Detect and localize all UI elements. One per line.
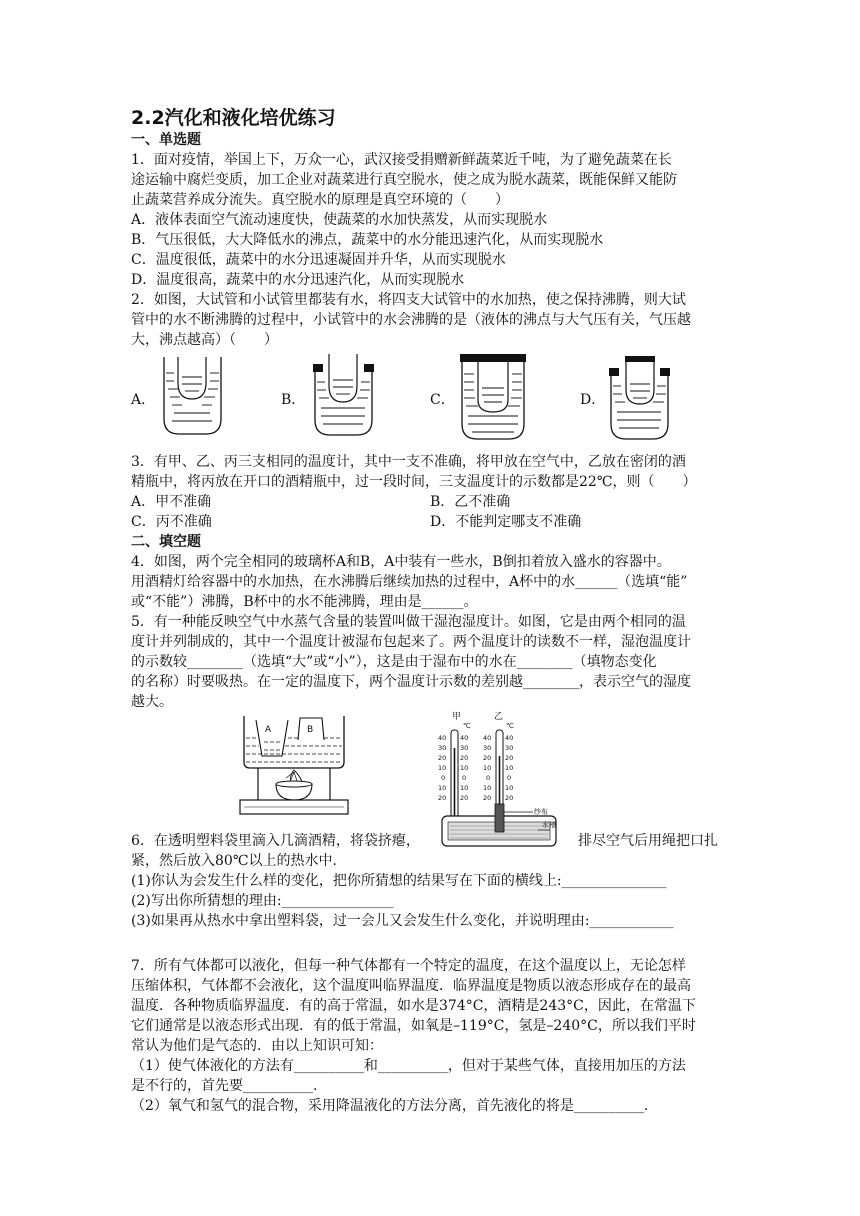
thermometer-yi-label: 乙 (494, 712, 504, 722)
q5-hygrometer-figure (438, 708, 574, 851)
q2-stem-line: 2．如图，大试管和小试管里都装有水，将四支大试管中的水加热，使之保持沸腾，则大试 (131, 292, 686, 308)
yi-tick-label-right: 10 (505, 764, 514, 772)
q2-figure-b (311, 352, 376, 438)
q6-part-2: (2)写出你所猜想的理由:________________ (131, 893, 394, 909)
yi-tick-label: 20 (483, 754, 492, 762)
yi-tick-label-right: 30 (505, 744, 514, 752)
yi-tick-label: 0 (486, 774, 491, 782)
q1-option-a: A．液体表面空气流动速度快，使蔬菜的水加快蒸发，从而实现脱水 (131, 212, 548, 228)
section-heading-fill-blank: 二、填空题 (131, 534, 201, 550)
yi-tick-label: 30 (483, 744, 492, 752)
yi-tick-label: 20 (483, 794, 492, 802)
q3-stem-line: 精瓶中，将丙放在开口的酒精瓶中，过一段时间，三支温度计的示数都是22℃，则（ ） (131, 474, 697, 490)
q3-stem-line: 3．有甲、乙、丙三支相同的温度计，其中一支不准确，将甲放在空气中，乙放在密闭的酒 (131, 454, 686, 470)
q6-part-3: (3)如果再从热水中拿出塑料袋，过一会儿又会发生什么变化，并说明理由:____________ (131, 913, 674, 929)
q4-boiling-apparatus-figure (238, 712, 350, 822)
q5-stem-line: 越大。 (131, 694, 173, 710)
q1-option-b: B．气压很低，大大降低水的沸点，蔬菜中的水分能迅速汽化，从而实现脱水 (131, 232, 604, 248)
jia-tick-label-right: 0 (462, 774, 467, 782)
jia-tick-label-right: 40 (460, 734, 469, 742)
q5-stem-line: 度计并列制成的，其中一个温度计被湿布包起来了。两个温度计的读数不一样，湿泡温度计 (131, 634, 691, 650)
q1-stem-line: 1．面对疫情，举国上下，万众一心，武汉接受捐赠新鲜蔬菜近千吨，为了避免蔬菜在长 (131, 152, 672, 168)
q3-option-b: B．乙不准确 (430, 494, 511, 510)
jia-tick-label-right: 10 (460, 764, 469, 772)
page-title: 2.2汽化和液化培优练习 (131, 107, 336, 129)
q2-label-d: D． (580, 392, 606, 408)
jia-tick-label: 10 (438, 784, 447, 792)
yi-tick-label-right: 0 (507, 774, 512, 782)
q2-figure-c (458, 352, 528, 442)
section-heading-single-choice: 一、单选题 (131, 132, 201, 148)
yi-tick-label: 40 (483, 734, 492, 742)
q2-stem-line: 管中的水不断沸腾的过程中，小试管中的水会沸腾的是（液体的沸点与大气压有关，气压越 (131, 312, 691, 328)
q3-option-c: C．丙不准确 (131, 514, 212, 530)
q4-stem-line: 或“不能”）沸腾，B杯中的水不能沸腾，理由是______。 (131, 594, 478, 610)
yi-tick-label: 10 (483, 784, 492, 792)
cup-a-label: A (265, 725, 272, 735)
q2-label-b: B． (281, 392, 306, 408)
q7-part-1: （1）使气体液化的方法有__________和__________，但对于某些气体，直接用加压的方法 (131, 1058, 686, 1074)
q6-stem-line: 紧，然后放入80℃以上的热水中. (131, 853, 337, 869)
q5-stem-line: 的名称）时要吸热。在一定的温度下，两个温度计示数的差别越________，表示空气的湿度 (131, 674, 691, 690)
q7-stem-line: 它们通常是以液态形式出现．有的低于常温，如氧是–119°C，氢是–240°C，所以我们平时 (131, 1018, 696, 1034)
q2-label-a: A． (131, 392, 156, 408)
q2-label-c: C． (430, 392, 455, 408)
q5-stem-line: 的示数较________（选填“大”或“小”），这是由于湿布中的水在________（填物态变化 (131, 654, 657, 670)
thermometer-yi-unit: ℃ (506, 722, 514, 730)
q1-option-d: D．温度很高，蔬菜中的水分迅速汽化，从而实现脱水 (131, 272, 465, 288)
q2-stem-line: 大，沸点越高）（ ） (131, 332, 278, 348)
gauze-label: 纱布 (534, 808, 548, 816)
q3-option-d: D．不能判定哪支不准确 (430, 514, 582, 530)
water-tank-label: 水槽 (542, 821, 556, 829)
q6-part-1: (1)你认为会发生什么样的变化，把你所猜想的结果写在下面的横线上:_______________ (131, 873, 667, 889)
q1-stem-line: 途运输中腐烂变质，加工企业对蔬菜进行真空脱水，使之成为脱水蔬菜，既能保鲜又能防 (131, 172, 677, 188)
jia-tick-label: 0 (441, 774, 446, 782)
q5-stem-line: 5．有一种能反映空气中水蒸气含量的装置叫做干湿泡湿度计。如图，它是由两个相同的温 (131, 614, 686, 630)
q2-figure-d (607, 354, 672, 442)
jia-tick-label: 20 (438, 754, 447, 762)
q4-stem-line: 4．如图，两个完全相同的玻璃杯A和B，A中装有一些水，B倒扣着放入盛水的容器中。 (131, 554, 671, 570)
jia-tick-label-right: 20 (460, 794, 469, 802)
jia-tick-label-right: 30 (460, 744, 469, 752)
thermometer-jia-unit: ℃ (463, 722, 471, 730)
jia-tick-label: 40 (438, 734, 447, 742)
yi-tick-label-right: 20 (505, 754, 514, 762)
q6-stem-line-continued: 排尽空气后用绳把口扎 (578, 833, 718, 849)
yi-tick-label-right: 10 (505, 784, 514, 792)
q6-stem-line: 6．在透明塑料袋里滴入几滴酒精，将袋挤瘪， (131, 833, 420, 849)
yi-tick-label-right: 20 (505, 794, 514, 802)
q4-stem-line: 用酒精灯给容器中的水加热，在水沸腾后继续加热的过程中，A杯中的水______（选填“能” (131, 574, 688, 590)
cup-b-label: B (307, 725, 314, 735)
q1-option-c: C．温度很低，蔬菜中的水分迅速凝固并升华，从而实现脱水 (131, 252, 506, 268)
thermometer-jia-label: 甲 (452, 712, 462, 722)
jia-tick-label: 20 (438, 794, 447, 802)
jia-tick-label-right: 20 (460, 754, 469, 762)
jia-tick-label: 30 (438, 744, 447, 752)
q7-part-1-continued: 是不行的，首先要__________. (131, 1078, 318, 1094)
q7-stem-line: 压缩体积，气体都不会液化，这个温度叫临界温度．临界温度是物质以液态形成存在的最高 (131, 978, 691, 994)
yi-tick-label: 10 (483, 764, 492, 772)
yi-tick-label-right: 40 (505, 734, 514, 742)
q1-stem-line: 止蔬菜营养成分流失。真空脱水的原理是真空环境的（ ） (131, 192, 509, 208)
q3-option-a: A．甲不准确 (131, 494, 212, 510)
q7-part-2: （2）氧气和氢气的混合物，采用降温液化的方法分离，首先液化的将是__________. (131, 1098, 649, 1114)
q7-stem-line: 常认为他们是气态的．由以上知识可知： (131, 1038, 383, 1054)
jia-tick-label: 10 (438, 764, 447, 772)
jia-tick-label-right: 10 (460, 784, 469, 792)
q2-figure-a (160, 355, 225, 437)
q7-stem-line: 温度．各种物质临界温度．有的高于常温，如水是374°C，酒精是243°C，因此，在常温下 (131, 998, 696, 1014)
q7-stem-line: 7．所有气体都可以液化，但每一种气体都有一个特定的温度，在这个温度以上，无论怎样 (131, 958, 686, 974)
